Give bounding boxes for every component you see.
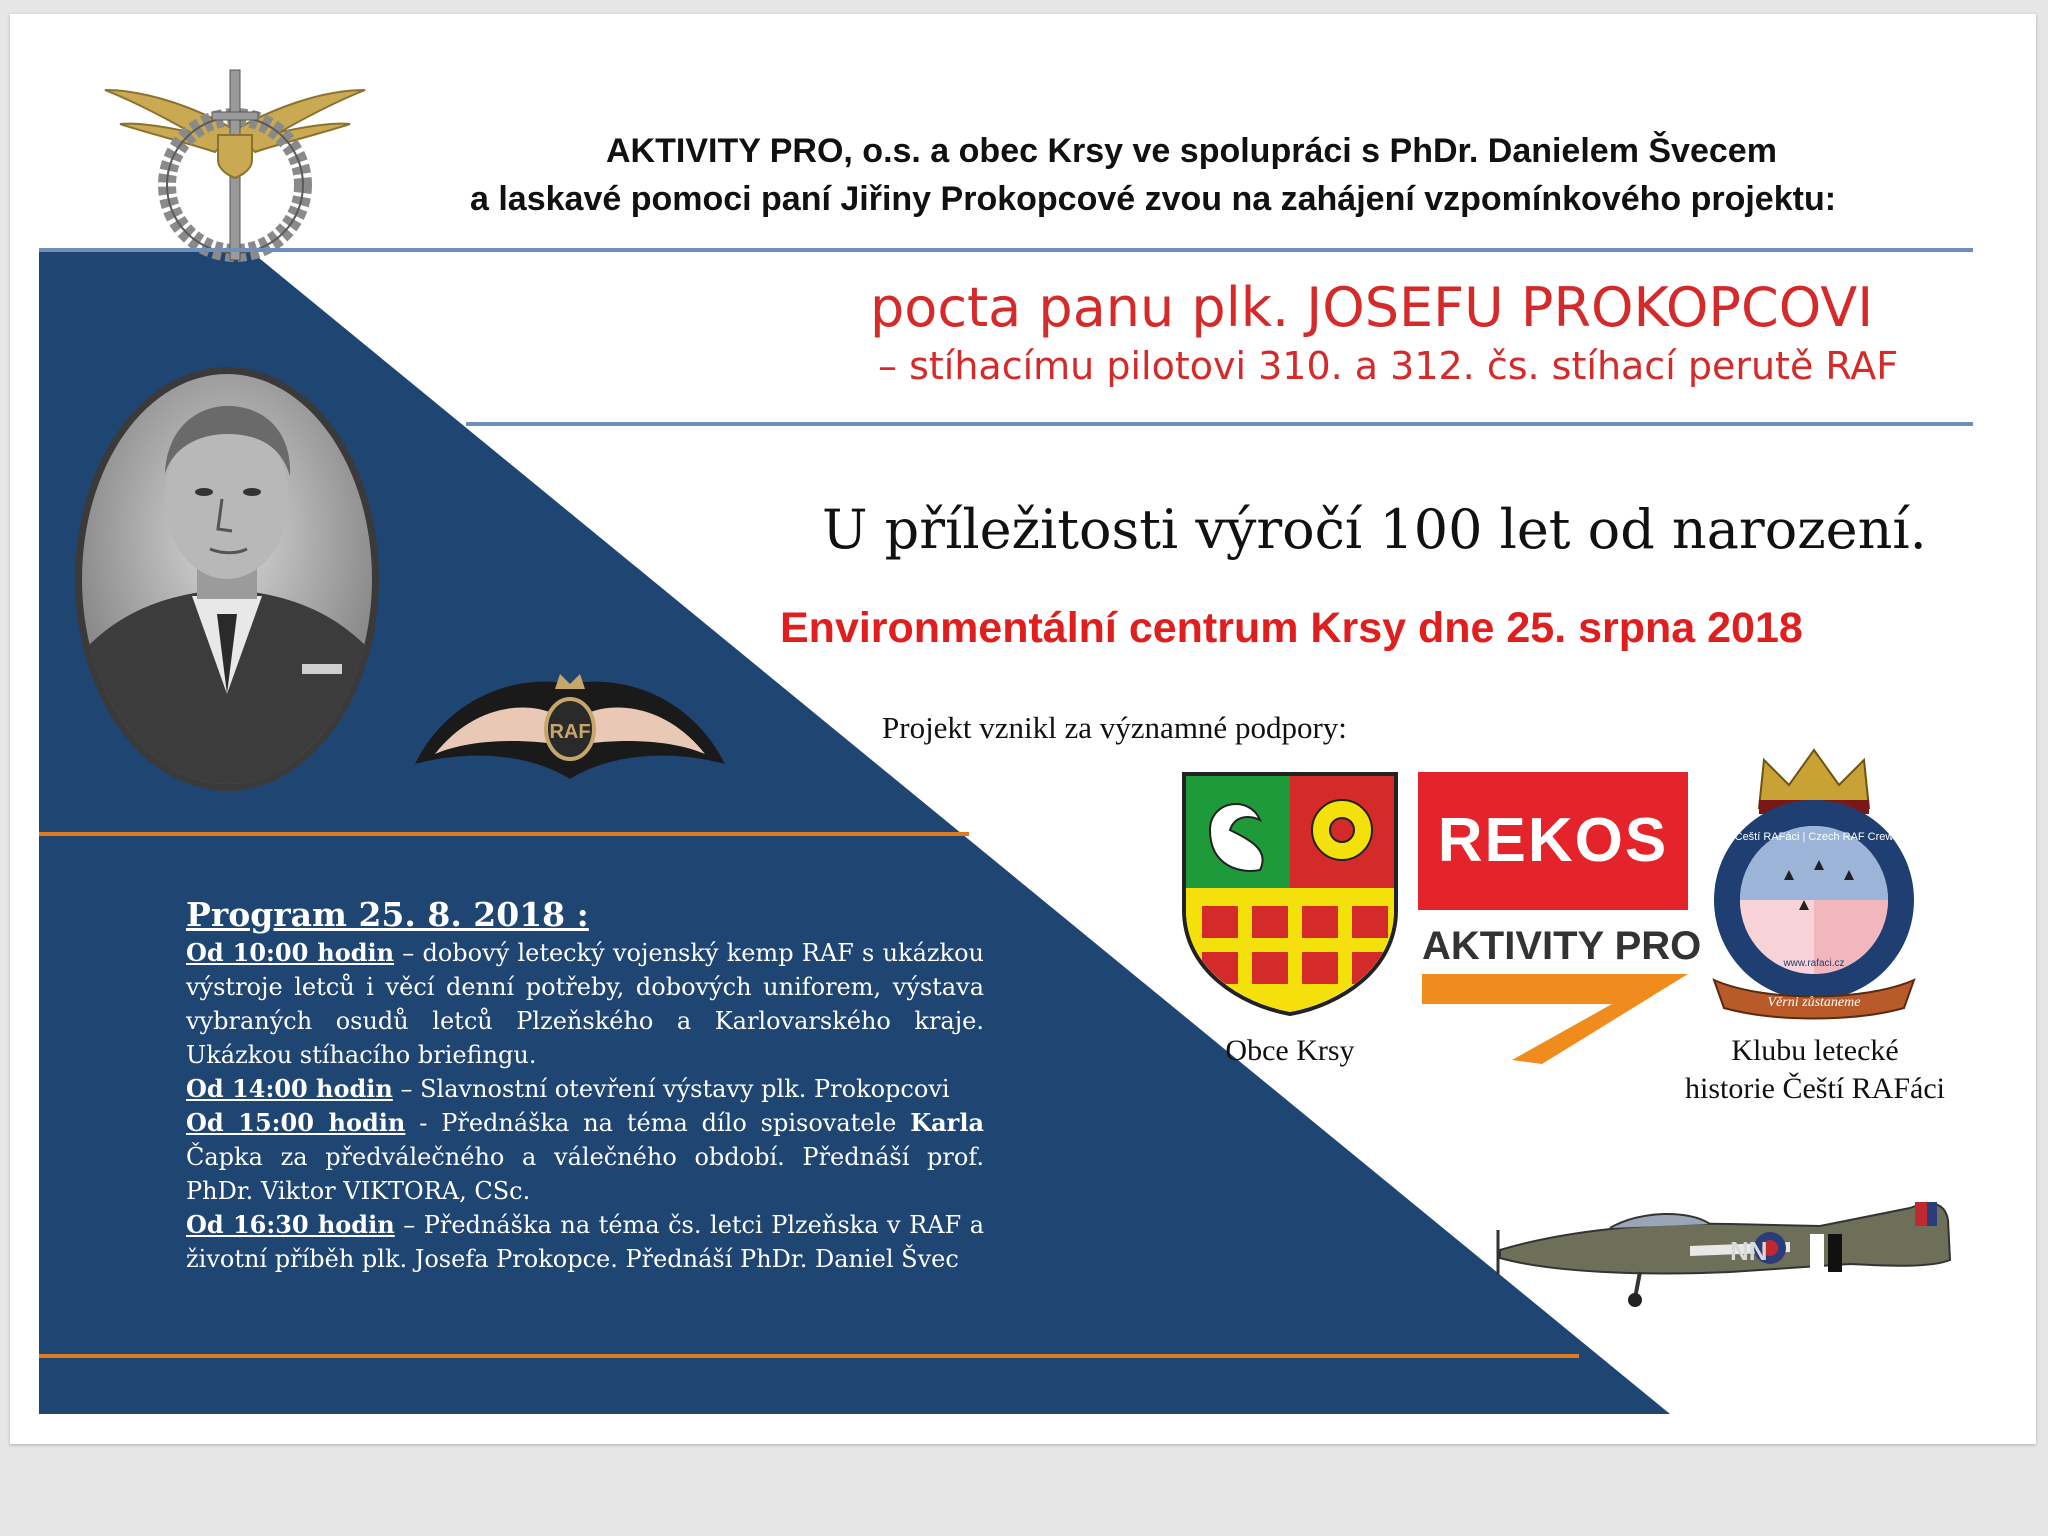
header-line-2: a laskavé pomoci paní Jiřiny Prokopcové zvou na zahájení vzpomínkového projektu: bbox=[470, 180, 1837, 218]
club-badge-motto: Věrni zůstaneme bbox=[1767, 995, 1861, 1010]
raf-wings-text: RAF bbox=[549, 721, 591, 743]
support-heading: Projekt vznikl za významné podpory: bbox=[882, 710, 1347, 745]
header-line-1: AKTIVITY PRO, o.s. a obec Krsy ve spolupráci s PhDr. Danielem Švecem bbox=[606, 132, 1777, 170]
club-label-line-1: Klubu letecké bbox=[1731, 1034, 1899, 1067]
aktivity-pro-logo-text: AKTIVITY PRO bbox=[1422, 924, 1702, 968]
program-text: - Přednáška na téma dílo spisovatele bbox=[405, 1109, 911, 1137]
program-time: Od 16:30 hodin bbox=[186, 1210, 395, 1239]
title-divider bbox=[466, 422, 1973, 426]
orange-divider-top bbox=[39, 832, 969, 836]
invitation-page bbox=[10, 14, 2036, 1444]
krsy-label: Obce Krsy bbox=[1225, 1034, 1355, 1067]
program-item bbox=[186, 936, 984, 1072]
occasion-text: U příležitosti výročí 100 let od narození. bbox=[822, 498, 1927, 561]
club-badge-top-text: Čeští RAFáci | Czech RAF Crew bbox=[1734, 831, 1894, 843]
program-text: Čapka za předválečného a válečného období. Přednáší prof. PhDr. Viktor VIKTORA, CSc. bbox=[186, 1143, 984, 1205]
club-badge-url: www.rafaci.cz bbox=[1783, 958, 1845, 969]
program-text-bold: Karla bbox=[910, 1108, 984, 1137]
spitfire-aircraft-illustration bbox=[1490, 1180, 1960, 1310]
program-text: – Slavnostní otevření výstavy plk. Prokopcovi bbox=[392, 1075, 950, 1103]
aktivity-pro-arrow-mark bbox=[1422, 974, 1688, 1064]
program-item bbox=[186, 1208, 984, 1276]
event-title: pocta panu plk. JOSEFU PROKOPCOVI bbox=[870, 276, 1874, 339]
club-label-line-2: historie Čeští RAFáci bbox=[1685, 1072, 1945, 1105]
program-time: Od 15:00 hodin bbox=[186, 1108, 406, 1137]
event-subtitle: – stíhacímu pilotovi 310. a 312. čs. stíhací perutě RAF bbox=[878, 344, 1899, 388]
program-item bbox=[186, 1106, 984, 1208]
pilot-portrait-photo bbox=[72, 364, 382, 794]
aircraft-code: NN bbox=[1730, 1236, 1768, 1266]
program-heading: Program 25. 8. 2018 : bbox=[186, 895, 589, 934]
program-section bbox=[186, 894, 984, 1276]
program-text: – Přednáška na téma čs. letci Plzeňska v RAF a životní příběh plk. Josefa Prokopce. Přednáší PhDr. Daniel Švec bbox=[186, 1211, 985, 1273]
pilot-badge-emblem bbox=[100, 60, 370, 270]
rekos-logo bbox=[1418, 772, 1688, 910]
program-time: Od 14:00 hodin bbox=[186, 1074, 393, 1103]
program-item bbox=[186, 1072, 984, 1106]
venue-date: Environmentální centrum Krsy dne 25. srpna 2018 bbox=[780, 604, 1803, 652]
krsy-coat-of-arms bbox=[1180, 770, 1400, 1018]
top-divider bbox=[39, 248, 1973, 252]
program-time: Od 10:00 hodin bbox=[186, 938, 395, 967]
program-text: – dobový letecký vojenský kemp RAF s ukázkou výstroje letců i věcí denní potřeby, dobových uniforem, výstava vybraných osudů letců Plzeňského a Karlovarského kraje. Ukázkou stíhacího briefingu. bbox=[186, 939, 984, 1069]
orange-divider-bottom bbox=[39, 1354, 1579, 1358]
czech-rafaci-club-badge bbox=[1704, 730, 1924, 1020]
raf-wings-badge bbox=[410, 654, 730, 794]
rekos-logo-text: REKOS bbox=[1437, 806, 1669, 875]
